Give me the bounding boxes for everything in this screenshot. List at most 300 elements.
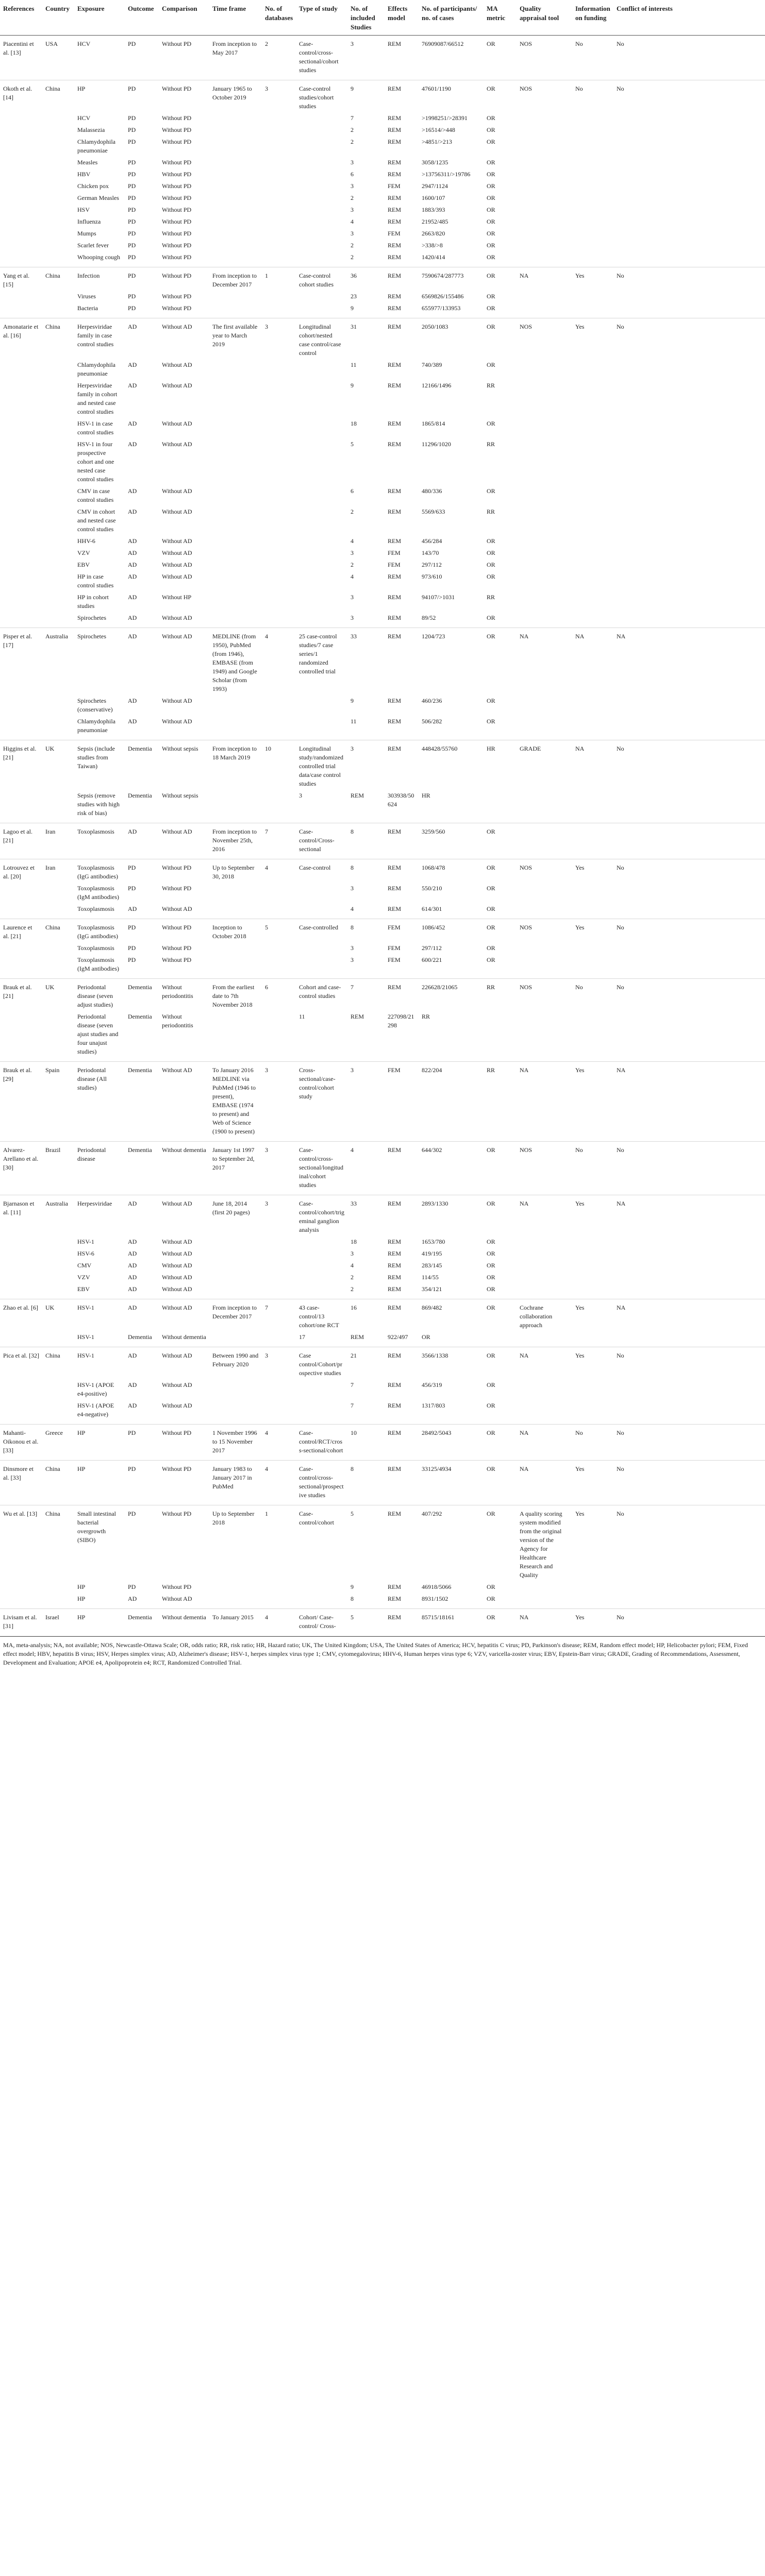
- table-cell: 28492/5043: [419, 1425, 484, 1461]
- table-cell: [209, 251, 262, 267]
- table-cell: [613, 954, 765, 979]
- table-cell: No: [572, 1425, 613, 1461]
- table-cell: [296, 547, 347, 559]
- table-cell: [572, 1248, 613, 1260]
- table-row: [0, 1195, 765, 1236]
- header-quality-tool: Quality appraisal tool: [517, 2, 572, 36]
- table-row: [0, 1260, 765, 1272]
- table-cell: [572, 291, 613, 302]
- table-cell: REM: [388, 126, 402, 133]
- table-cell: Chicken pox: [77, 182, 109, 190]
- table-row: [0, 919, 765, 943]
- table-row: [0, 1236, 765, 1248]
- table-cell: Dementia: [125, 1062, 159, 1142]
- table-row: [0, 1379, 765, 1400]
- table-cell: Without AD: [162, 1262, 192, 1269]
- table-cell: Brauk et al. [29]: [0, 1062, 42, 1142]
- table-cell: Yes: [575, 1510, 585, 1517]
- table-cell: [517, 112, 572, 124]
- table-row: [0, 1272, 765, 1283]
- table-cell: Alvarez-Arellano et al. [30]: [0, 1142, 42, 1195]
- table-cell: [517, 180, 572, 192]
- table-cell: [296, 1379, 347, 1400]
- table-cell: [517, 823, 572, 859]
- table-cell: Without sepsis: [162, 745, 198, 752]
- table-cell: [262, 251, 296, 267]
- table-cell: 11: [347, 716, 385, 740]
- table-cell: NOS: [520, 924, 533, 931]
- table-cell: PD: [128, 126, 136, 133]
- table-cell: REM: [388, 1304, 402, 1311]
- table-cell: To January 2015: [209, 1609, 262, 1636]
- table-cell: [262, 695, 296, 716]
- table-cell: No: [617, 984, 624, 991]
- table-cell: >338/>8: [422, 242, 443, 249]
- table-cell: [0, 1581, 42, 1593]
- table-cell: HSV-6: [77, 1250, 94, 1257]
- table-cell: [296, 485, 347, 506]
- table-cell: [42, 216, 74, 228]
- table-cell: 8: [347, 1461, 385, 1505]
- table-cell: OR: [419, 1331, 484, 1347]
- table-row: [0, 80, 765, 113]
- table-cell: Brazil: [42, 1142, 74, 1195]
- header-included-studies: No. of included Studies: [347, 2, 385, 36]
- table-cell: 114/55: [422, 1274, 439, 1281]
- table-cell: PD: [128, 944, 136, 952]
- table-cell: [572, 1593, 613, 1609]
- table-cell: 12166/1496: [422, 382, 452, 389]
- table-cell: PD: [128, 171, 136, 178]
- table-cell: 4: [351, 573, 354, 580]
- table-cell: Without PD: [162, 85, 192, 92]
- table-row: [0, 1283, 765, 1299]
- table-cell: PD: [128, 85, 136, 92]
- table-cell: 33: [351, 1200, 357, 1207]
- table-cell: AD: [128, 549, 137, 556]
- table-cell: Without AD: [162, 633, 192, 640]
- table-cell: [262, 124, 296, 136]
- table-cell: Case-control cohort studies: [299, 272, 334, 288]
- table-cell: Periodontal disease (All studies): [74, 1062, 125, 1142]
- table-cell: PD: [128, 885, 136, 892]
- table-cell: Without PD: [162, 126, 192, 133]
- table-cell: [209, 716, 262, 740]
- table-cell: AD: [128, 1200, 137, 1207]
- table-cell: 2: [351, 242, 354, 249]
- table-cell: [42, 695, 74, 716]
- table-cell: [262, 1379, 296, 1400]
- table-cell: Without PD: [162, 944, 192, 952]
- table-cell: Case control/Cohort/prospective studies: [299, 1352, 342, 1377]
- table-cell: [209, 790, 262, 823]
- table-cell: [262, 1283, 296, 1299]
- table-cell: [517, 240, 572, 251]
- table-cell: PD: [125, 251, 159, 267]
- table-cell: [517, 790, 572, 823]
- table-cell: 456/319: [422, 1381, 442, 1388]
- table-row: [0, 591, 765, 612]
- table-cell: [517, 571, 572, 591]
- table-cell: Without AD: [159, 1283, 209, 1299]
- table-cell: [572, 380, 613, 418]
- table-cell: [0, 380, 42, 418]
- table-cell: REM: [347, 1331, 385, 1347]
- table-cell: [296, 1283, 347, 1299]
- table-cell: Without AD: [162, 1352, 192, 1359]
- table-cell: Okoth et al. [14]: [3, 85, 32, 101]
- table-cell: [262, 485, 296, 506]
- table-cell: OR: [487, 159, 495, 166]
- table-cell: REM: [385, 1425, 419, 1461]
- table-cell: 1653/780: [422, 1238, 445, 1245]
- table-cell: 283/145: [422, 1262, 442, 1269]
- table-cell: REM: [388, 171, 402, 178]
- table-cell: [209, 506, 262, 535]
- table-cell: [0, 204, 42, 216]
- table-row: [0, 1011, 765, 1062]
- table-cell: Dementia: [125, 1142, 159, 1195]
- table-cell: HSV-1: [77, 1304, 94, 1311]
- table-cell: Herpesviridae family in cohort and nested case control studies: [77, 382, 118, 415]
- table-cell: [517, 291, 572, 302]
- table-cell: PD: [128, 114, 136, 122]
- table-cell: 43 case-control/13 cohort/one RCT: [299, 1304, 339, 1329]
- table-cell: HSV-1 in case control studies: [77, 420, 114, 436]
- table-cell: Case-control/Cross-sectional: [296, 823, 347, 859]
- table-cell: [572, 535, 613, 547]
- table-cell: AD: [125, 716, 159, 740]
- table-cell: AD: [128, 508, 137, 515]
- table-cell: OR: [487, 218, 495, 225]
- table-cell: REM: [385, 716, 419, 740]
- table-cell: [209, 1260, 262, 1272]
- table-cell: 2: [351, 138, 354, 145]
- table-cell: [572, 506, 613, 535]
- table-cell: [572, 124, 613, 136]
- table-cell: Australia: [45, 633, 68, 640]
- table-cell: [262, 157, 296, 168]
- table-cell: 9: [351, 697, 354, 704]
- table-cell: [296, 1272, 347, 1283]
- table-cell: [296, 380, 347, 418]
- table-cell: [613, 571, 765, 591]
- table-cell: January 1965 to October 2019: [212, 85, 252, 101]
- table-cell: [42, 251, 74, 267]
- table-cell: No: [572, 36, 613, 80]
- table-cell: AD: [125, 1400, 159, 1425]
- table-cell: 2: [351, 1274, 354, 1281]
- table-row: [0, 716, 765, 740]
- table-cell: PD: [128, 1583, 136, 1590]
- table-cell: Laurence et al. [21]: [3, 924, 32, 940]
- table-cell: NOS: [517, 36, 572, 80]
- table-cell: [517, 485, 572, 506]
- table-cell: 407/292: [422, 1510, 442, 1517]
- table-cell: [613, 790, 765, 823]
- table-cell: 4: [351, 1262, 354, 1269]
- table-cell: [209, 1248, 262, 1260]
- table-cell: [517, 1581, 572, 1593]
- table-cell: No: [617, 323, 624, 330]
- table-cell: Greece: [42, 1425, 74, 1461]
- table-cell: [517, 1272, 572, 1283]
- table-cell: [613, 228, 765, 240]
- table-cell: NA: [617, 1304, 626, 1311]
- table-cell: Between 1990 and February 2020: [212, 1352, 259, 1368]
- table-cell: Without dementia: [159, 1142, 209, 1195]
- table-cell: FEM: [385, 1062, 419, 1142]
- table-cell: [42, 1331, 74, 1347]
- table-cell: [42, 485, 74, 506]
- table-cell: Without AD: [162, 1304, 192, 1311]
- table-cell: From inception to December 2017: [212, 272, 257, 288]
- table-cell: Without PD: [162, 230, 192, 237]
- table-cell: Dementia: [128, 984, 152, 991]
- table-cell: [42, 1400, 74, 1425]
- table-cell: [613, 1011, 765, 1062]
- table-cell: No: [572, 1142, 613, 1195]
- table-cell: Yes: [575, 864, 585, 871]
- table-cell: [42, 591, 74, 612]
- table-cell: OR: [487, 537, 495, 545]
- table-row: [0, 628, 765, 696]
- table-cell: [42, 1581, 74, 1593]
- table-cell: 226628/21065: [422, 984, 458, 991]
- table-cell: [0, 228, 42, 240]
- table-cell: [613, 1400, 765, 1425]
- table-cell: [613, 124, 765, 136]
- table-cell: Without PD: [159, 954, 209, 979]
- table-cell: [209, 359, 262, 380]
- table-cell: [209, 1593, 262, 1609]
- table-cell: [613, 591, 765, 612]
- table-cell: [517, 1379, 572, 1400]
- table-cell: FEM: [388, 924, 401, 931]
- table-cell: 3: [351, 1250, 354, 1257]
- table-cell: 8931/1502: [419, 1593, 484, 1609]
- table-cell: Cochrane collaboration approach: [520, 1304, 553, 1329]
- table-cell: OR: [484, 823, 517, 859]
- table-cell: Without AD: [159, 716, 209, 740]
- table-cell: [517, 168, 572, 180]
- table-cell: 922/497: [385, 1331, 419, 1347]
- table-cell: AD: [128, 561, 137, 568]
- table-cell: 4: [351, 537, 354, 545]
- table-row: [0, 112, 765, 124]
- table-cell: [0, 883, 42, 903]
- table-cell: [42, 240, 74, 251]
- table-cell: [613, 1260, 765, 1272]
- table-cell: Without AD: [162, 382, 192, 389]
- table-cell: [262, 1272, 296, 1283]
- table-cell: Without PD: [159, 1425, 209, 1461]
- table-cell: [209, 168, 262, 180]
- table-cell: [0, 547, 42, 559]
- table-cell: OR: [484, 1593, 517, 1609]
- table-cell: [296, 942, 347, 954]
- table-cell: Without PD: [162, 194, 192, 201]
- table-cell: [0, 124, 42, 136]
- table-cell: 11296/1020: [422, 440, 451, 448]
- table-row: [0, 1505, 765, 1582]
- table-cell: CMV in case control studies: [77, 487, 114, 503]
- table-cell: [613, 112, 765, 124]
- table-row: [0, 547, 765, 559]
- table-cell: 3: [262, 1062, 296, 1142]
- table-cell: [613, 216, 765, 228]
- table-cell: HSV-1 (APOE e4-negative): [74, 1400, 125, 1425]
- table-cell: Australia: [45, 1200, 68, 1207]
- table-cell: [484, 1011, 517, 1062]
- table-cell: Without PD: [162, 182, 192, 190]
- table-cell: [613, 612, 765, 628]
- table-cell: HP: [74, 1425, 125, 1461]
- table-cell: [517, 954, 572, 979]
- table-cell: From inception to November 25th, 2016: [209, 823, 262, 859]
- table-cell: REM: [347, 1011, 385, 1062]
- table-cell: HP: [77, 1583, 86, 1590]
- table-cell: 18: [351, 420, 357, 427]
- table-cell: [262, 1593, 296, 1609]
- table-cell: OR: [487, 1262, 495, 1269]
- table-cell: 2: [347, 1283, 385, 1299]
- table-cell: Yes: [575, 924, 585, 931]
- table-cell: OR: [484, 612, 517, 628]
- table-cell: HR: [487, 745, 495, 752]
- table-row: [0, 1248, 765, 1260]
- table-cell: Israel: [42, 1609, 74, 1636]
- table-cell: 7590674/287773: [422, 272, 464, 279]
- table-cell: Dementia: [125, 1331, 159, 1347]
- table-row: [0, 240, 765, 251]
- table-cell: REM: [388, 1274, 402, 1281]
- table-cell: [613, 192, 765, 204]
- table-cell: 3: [265, 85, 268, 92]
- table-cell: 5: [351, 1510, 354, 1517]
- table-cell: Livisam et al. [31]: [0, 1609, 42, 1636]
- table-cell: OR: [487, 1200, 495, 1207]
- table-cell: REM: [388, 633, 402, 640]
- table-cell: PD: [128, 1510, 136, 1517]
- table-cell: NOS: [520, 323, 533, 330]
- table-row: [0, 136, 765, 157]
- table-cell: Bacteria: [74, 302, 125, 318]
- table-cell: 3: [351, 885, 354, 892]
- table-cell: [613, 1283, 765, 1299]
- table-cell: OR: [487, 1381, 495, 1388]
- table-cell: [296, 559, 347, 571]
- table-cell: 85715/18161: [419, 1609, 484, 1636]
- table-cell: [517, 192, 572, 204]
- table-cell: 550/210: [422, 885, 442, 892]
- table-cell: 4: [262, 1609, 296, 1636]
- table-cell: >1998251/>28391: [422, 114, 468, 122]
- table-cell: OR: [487, 487, 495, 495]
- table-cell: Case-control studies/cohort studies: [299, 85, 334, 110]
- table-cell: Without AD: [162, 1238, 192, 1245]
- table-cell: 3: [265, 1352, 268, 1359]
- header-time-frame: Time frame: [209, 2, 262, 36]
- table-body: [0, 36, 765, 1636]
- table-cell: Yang et al. [15]: [3, 272, 30, 288]
- table-cell: China: [45, 85, 60, 92]
- table-row: [0, 790, 765, 823]
- table-cell: [209, 1331, 262, 1347]
- table-cell: [517, 716, 572, 740]
- table-cell: [262, 1236, 296, 1248]
- table-cell: NOS: [520, 984, 533, 991]
- table-cell: NA: [520, 1200, 529, 1207]
- table-cell: [0, 112, 42, 124]
- table-cell: Pica et al. [32]: [3, 1352, 39, 1359]
- table-cell: [209, 591, 262, 612]
- table-cell: 1883/393: [422, 206, 445, 213]
- table-cell: 1600/107: [422, 194, 445, 201]
- table-cell: [42, 380, 74, 418]
- table-cell: [262, 571, 296, 591]
- table-cell: 16: [351, 1304, 357, 1311]
- table-cell: [517, 903, 572, 919]
- table-cell: 7: [351, 114, 354, 122]
- table-cell: RR: [487, 382, 495, 389]
- table-cell: NOS: [517, 1142, 572, 1195]
- table-cell: [572, 157, 613, 168]
- table-cell: 3: [265, 323, 268, 330]
- table-cell: Without PD: [162, 138, 192, 145]
- table-cell: Spain: [42, 1062, 74, 1142]
- table-cell: 1317/803: [419, 1400, 484, 1425]
- table-cell: Mumps: [77, 230, 96, 237]
- table-cell: REM: [385, 903, 419, 919]
- table-cell: Without AD: [159, 903, 209, 919]
- table-cell: 76909087/66512: [419, 36, 484, 80]
- table-cell: No: [575, 85, 583, 92]
- table-cell: [296, 883, 347, 903]
- table-cell: Without PD: [162, 293, 192, 300]
- table-cell: [0, 180, 42, 192]
- table-cell: [517, 1400, 572, 1425]
- table-cell: Mahanti-Oikonou et al. [33]: [0, 1425, 42, 1461]
- table-cell: OR: [487, 114, 495, 122]
- table-cell: HSV-1 (APOE e4-positive): [77, 1381, 114, 1397]
- table-cell: PD: [125, 1425, 159, 1461]
- table-cell: [613, 547, 765, 559]
- table-cell: Without PD: [159, 251, 209, 267]
- table-cell: [296, 1260, 347, 1272]
- table-cell: 973/610: [422, 573, 442, 580]
- table-cell: [262, 380, 296, 418]
- table-cell: [0, 136, 42, 157]
- table-cell: Without PD: [162, 885, 192, 892]
- table-cell: [296, 571, 347, 591]
- table-cell: PD: [128, 159, 136, 166]
- table-cell: [613, 240, 765, 251]
- table-cell: CMV in cohort and nested case control studies: [77, 508, 116, 533]
- table-cell: [0, 216, 42, 228]
- table-cell: [613, 883, 765, 903]
- table-cell: HCV: [77, 114, 91, 122]
- table-cell: [572, 716, 613, 740]
- table-cell: OR: [484, 1142, 517, 1195]
- table-cell: 1: [265, 1510, 268, 1517]
- table-cell: [296, 506, 347, 535]
- table-cell: Iran: [42, 823, 74, 859]
- table-cell: Without AD: [162, 1274, 192, 1281]
- table-cell: AD: [128, 1352, 137, 1359]
- table-cell: OR: [487, 1583, 495, 1590]
- table-cell: [209, 180, 262, 192]
